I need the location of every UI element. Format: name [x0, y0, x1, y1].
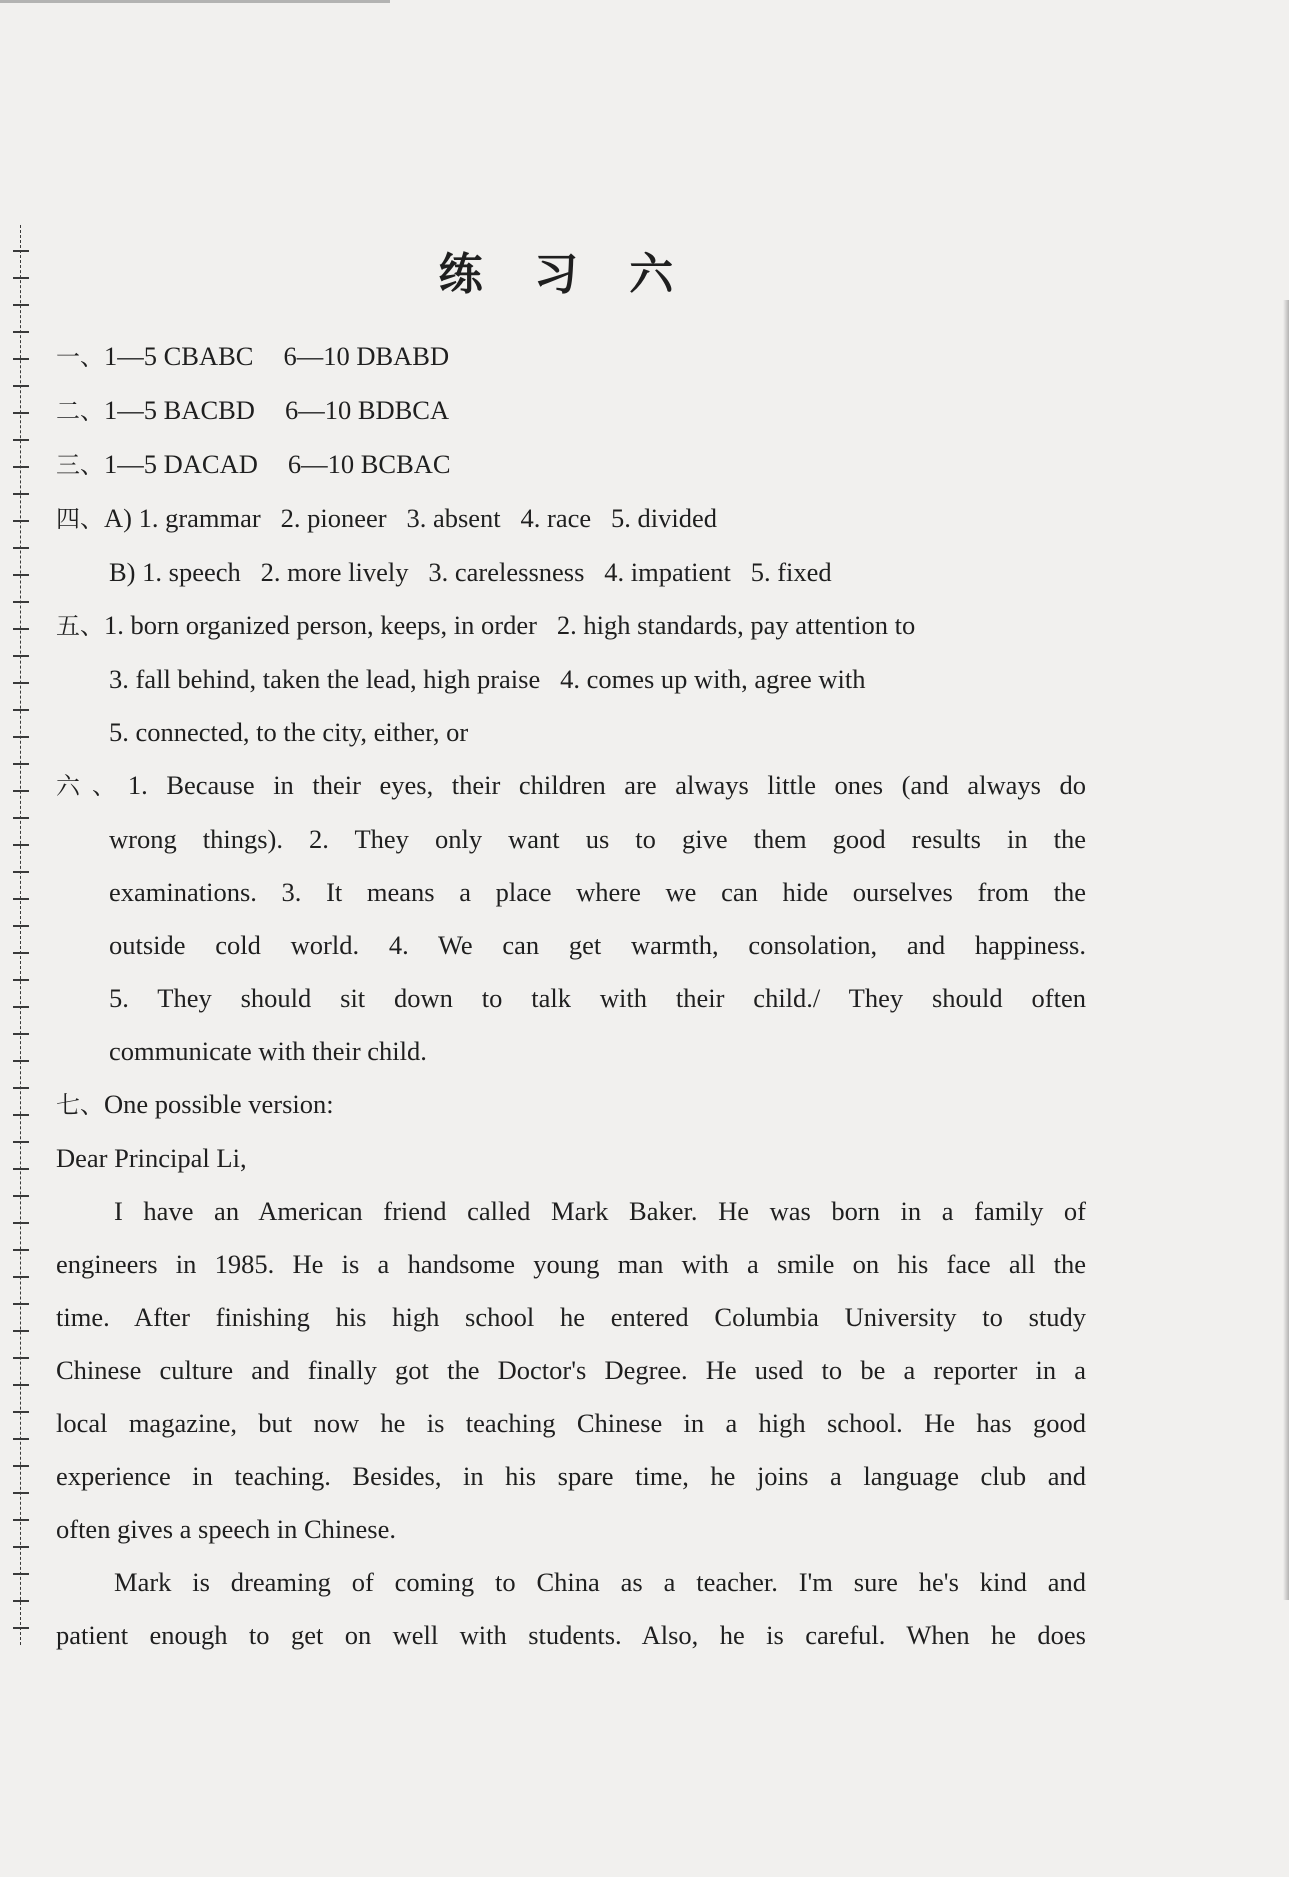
section-marker: 四、 [56, 505, 104, 533]
letter-line: engineers in 1985. He is a handsome young man with a smile on his face all the [56, 1249, 1086, 1279]
section-6-line: wrong things). 2. They only want us to give them good results in the [109, 824, 1086, 854]
letter-line: experience in teaching. Besides, in his spare time, he joins a language club and [56, 1461, 1086, 1491]
section-3 [56, 438, 1086, 492]
letter-line: time. After finishing his high school he entered Columbia University to study [56, 1302, 1086, 1332]
section-marker: 七、 [56, 1091, 104, 1119]
page-title: 练 习 六 [438, 249, 692, 300]
section-6-line: 5. They should sit down to talk with their child./ They should often [109, 983, 1086, 1013]
section-1 [56, 330, 1086, 384]
section-5-line: 1. born organized person, keeps, in order 2. high standards, pay attention to [104, 610, 916, 640]
letter-line: patient enough to get on well with students. Also, he is careful. When he does [56, 1620, 1086, 1650]
section-7 [56, 1078, 1086, 1132]
answer-group: 1—5 BACBD [104, 395, 255, 425]
section-6-line: communicate with their child. [109, 1036, 427, 1066]
letter-line: Mark is dreaming of coming to China as a teacher. I'm sure he's kind and [114, 1567, 1086, 1597]
section-4 [56, 492, 1086, 546]
letter-salutation: Dear Principal Li, [56, 1143, 247, 1173]
letter-line: often gives a speech in Chinese. [56, 1514, 396, 1544]
letter-line: I have an American friend called Mark Baker. He was born in a family of [114, 1196, 1086, 1226]
answer-group: 6—10 DBABD [283, 341, 450, 371]
section-marker: 六、 [56, 772, 128, 800]
section-5 [56, 599, 1086, 653]
top-edge-mark [0, 0, 390, 3]
answer-group: 1—5 CBABC [104, 341, 254, 371]
letter-line: Chinese culture and finally got the Doctor's Degree. He used to be a reporter in a [56, 1355, 1086, 1385]
section-6-text: 1. Because in their eyes, their children are always little ones (and always do [127, 770, 1086, 800]
section-7-intro: One possible version: [104, 1089, 334, 1119]
section-2 [56, 384, 1086, 438]
section-marker: 一、 [56, 343, 104, 371]
answer-group: 6—10 BDBCA [284, 395, 450, 425]
page-edge-shadow [1283, 300, 1289, 1600]
section-5-line: 5. connected, to the city, either, or [109, 717, 469, 747]
section-5-line: 3. fall behind, taken the lead, high praise 4. comes up with, agree with [109, 664, 866, 694]
section-6-line: outside cold world. 4. We can get warmth, consolation, and happiness. [109, 930, 1086, 960]
section-6-line: examinations. 3. It means a place where we can hide ourselves from the [109, 877, 1086, 907]
section-4-part-a: A) 1. grammar 2. pioneer 3. absent 4. race 5. divided [104, 503, 717, 533]
section-4-part-b: B) 1. speech 2. more lively 3. carelessness 4. impatient 5. fixed [109, 557, 832, 587]
answer-group: 6—10 BCBAC [287, 449, 451, 479]
binding-ticks [13, 225, 29, 1645]
section-6-line [56, 759, 1086, 813]
section-marker: 二、 [56, 397, 104, 425]
answer-content [56, 330, 1086, 1662]
section-marker: 三、 [56, 451, 104, 479]
section-marker: 五、 [56, 612, 104, 640]
answer-group: 1—5 DACAD [104, 449, 258, 479]
letter-line: local magazine, but now he is teaching Chinese in a high school. He has good [56, 1408, 1086, 1438]
